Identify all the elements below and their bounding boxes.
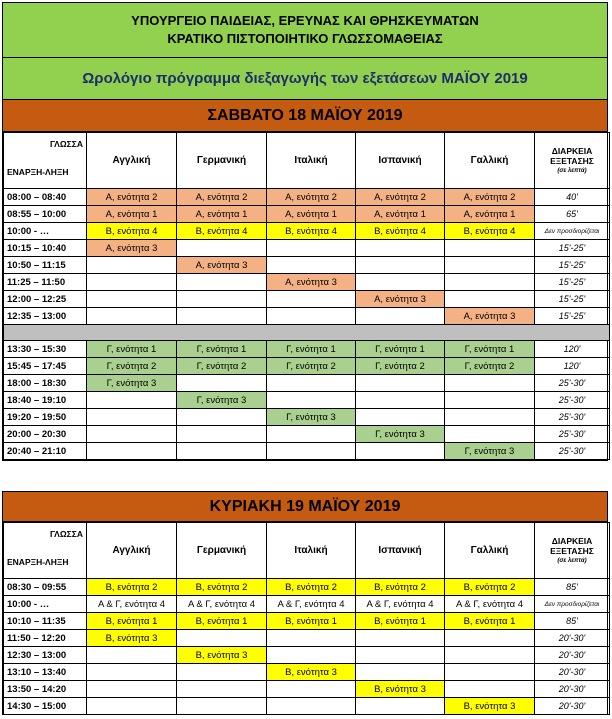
duration-cell: 65' [535,206,610,223]
table-row [4,426,610,443]
table-row [4,613,610,630]
exam-cell [177,681,267,698]
exam-cell: Α, ενότητα 1 [87,206,177,223]
table-row [4,443,610,460]
exam-cell [356,443,445,460]
table-row [4,341,610,358]
exam-cell [177,698,267,715]
exam-cell [267,698,356,715]
time-slot: 14:30 – 15:00 [4,698,87,715]
exam-cell [445,426,535,443]
exam-cell: Β, ενότητα 1 [267,613,356,630]
exam-cell: Γ, ενότητα 1 [177,341,267,358]
exam-cell [445,630,535,647]
time-slot: 18:40 – 19:10 [4,392,87,409]
exam-cell: Β, ενότητα 3 [177,647,267,664]
break-separator [4,325,610,341]
exam-cell [177,664,267,681]
exam-cell: Β, ενότητα 2 [177,579,267,596]
duration-cell: 25'-30' [535,443,610,460]
exam-cell [87,426,177,443]
exam-cell [356,308,445,325]
table-row [4,206,610,223]
duration-unit: (σε λεπτά) [557,557,587,564]
time-slot: 20:40 – 21:10 [4,443,87,460]
exam-cell [267,375,356,392]
exam-cell: Β, ενότητα 1 [177,613,267,630]
duration-cell: 25'-30' [535,375,610,392]
duration-cell: 20'-30' [535,647,610,664]
exam-cell [445,392,535,409]
exam-cell: Α & Γ, ενότητα 4 [87,596,177,613]
exam-cell [445,409,535,426]
duration-cell: 40' [535,189,610,206]
exam-cell: Α & Γ, ενότητα 4 [267,596,356,613]
column-header-time [4,523,87,579]
exam-cell [177,291,267,308]
exam-cell [177,308,267,325]
exam-cell: Α, ενότητα 3 [356,291,445,308]
exam-cell: Γ, ενότητα 2 [177,358,267,375]
duration-unit: (σε λεπτά) [557,167,587,174]
table-row [4,240,610,257]
exam-cell [356,375,445,392]
duration-cell: Δεν προσδιορίζεται [535,596,610,613]
column-header-language: Αγγλική [87,523,177,579]
exam-cell: Α, ενότητα 2 [267,189,356,206]
time-slot: 10:00 - … [4,596,87,613]
schedule-table-sunday [3,522,610,715]
exam-cell: Β, ενότητα 3 [445,698,535,715]
duration-cell: 15'-25' [535,274,610,291]
time-slot: 18:00 – 18:30 [4,375,87,392]
exam-cell [445,257,535,274]
table-row [4,647,610,664]
exam-cell: Γ, ενότητα 2 [87,358,177,375]
table-row [4,630,610,647]
column-header-language: Ισπανική [356,133,445,189]
duration-cell: 85' [535,579,610,596]
column-header-language: Γερμανική [177,523,267,579]
exam-cell [177,426,267,443]
exam-cell: Α & Γ, ενότητα 4 [445,596,535,613]
time-slot: 11:25 – 11:50 [4,274,87,291]
language-label: ΓΛΩΣΣΑ [49,529,83,539]
exam-cell [356,392,445,409]
time-slot: 13:30 – 15:30 [4,341,87,358]
day-title-saturday: ΣΑΒΒΑΤΟ 18 ΜΑΪΟΥ 2019 [3,100,607,132]
duration-cell: 25'-30' [535,409,610,426]
exam-cell: Β, ενότητα 3 [356,681,445,698]
exam-cell [87,392,177,409]
program-title: Ωρολόγιο πρόγραμμα διεξαγωγής των εξετάσεων ΜΑΪΟΥ 2019 [3,58,607,100]
exam-cell [267,392,356,409]
exam-cell [177,274,267,291]
time-slot: 15:45 – 17:45 [4,358,87,375]
table-row [4,257,610,274]
exam-cell [267,426,356,443]
exam-cell [267,630,356,647]
exam-cell [445,240,535,257]
exam-cell: Α, ενότητα 2 [356,189,445,206]
exam-cell: Β, ενότητα 4 [356,223,445,240]
duration-label-1: ΔΙΑΡΚΕΙΑ [551,535,593,546]
time-slot: 11:50 – 12:20 [4,630,87,647]
exam-cell: Α, ενότητα 3 [445,308,535,325]
exam-cell [87,647,177,664]
time-slot: 10:00 - … [4,223,87,240]
duration-label-1: ΔΙΑΡΚΕΙΑ [551,145,593,156]
exam-cell [356,647,445,664]
column-header-language: Ισπανική [356,523,445,579]
exam-cell: Γ, ενότητα 2 [356,358,445,375]
duration-cell: 120' [535,341,610,358]
exam-cell: Α, ενότητα 1 [177,206,267,223]
exam-cell [87,257,177,274]
column-header-language: Ιταλική [267,133,356,189]
exam-cell: Γ, ενότητα 3 [356,426,445,443]
exam-cell [445,681,535,698]
table-row [4,189,610,206]
exam-cell: Β, ενότητα 3 [87,630,177,647]
exam-cell [87,409,177,426]
exam-cell: Α, ενότητα 1 [267,206,356,223]
time-slot: 20:00 – 20:30 [4,426,87,443]
exam-cell [87,443,177,460]
exam-cell: Β, ενότητα 2 [445,579,535,596]
time-slot: 10:50 – 11:15 [4,257,87,274]
exam-cell [87,291,177,308]
exam-cell: Γ, ενότητα 1 [445,341,535,358]
ministry-name: ΥΠΟΥΡΓΕΙΟ ΠΑΙΔΕΙΑΣ, ΕΡΕΥΝΑΣ ΚΑΙ ΘΡΗΣΚΕΥΜΑΤΩΝ [131,13,479,28]
time-slot: 12:30 – 13:00 [4,647,87,664]
exam-cell: Β, ενότητα 1 [356,613,445,630]
exam-cell [356,664,445,681]
column-header-language: Γαλλική [445,133,535,189]
certificate-name: ΚΡΑΤΙΚΟ ΠΙΣΤΟΠΟΙΗΤΙΚΟ ΓΛΩΣΣΟΜΑΘΕΙΑΣ [167,31,443,46]
table-row [4,392,610,409]
exam-cell [87,274,177,291]
duration-cell: 120' [535,358,610,375]
table-row [4,664,610,681]
duration-cell: 85' [535,613,610,630]
exam-cell [87,681,177,698]
table-row [4,358,610,375]
exam-cell [177,240,267,257]
column-header-language: Αγγλική [87,133,177,189]
time-slot: 19:20 – 19:50 [4,409,87,426]
duration-cell: 15'-25' [535,240,610,257]
exam-cell: Β, ενότητα 2 [356,579,445,596]
exam-cell: Α, ενότητα 3 [87,240,177,257]
exam-cell: Α, ενότητα 3 [267,274,356,291]
exam-cell [445,274,535,291]
exam-cell: Β, ενότητα 2 [267,579,356,596]
table-row [4,698,610,715]
exam-cell [267,308,356,325]
exam-cell: Γ, ενότητα 1 [356,341,445,358]
exam-cell [356,698,445,715]
exam-cell [87,664,177,681]
duration-cell: 20'-30' [535,681,610,698]
start-end-label: ΕΝΑΡΞΗ-ΛΗΞΗ [7,557,69,567]
day-title-sunday: ΚΥΡΙΑΚΗ 19 ΜΑΪΟΥ 2019 [3,492,607,522]
time-slot: 10:10 – 11:35 [4,613,87,630]
table-row [4,223,610,240]
table-row [4,681,610,698]
time-slot: 13:10 – 13:40 [4,664,87,681]
table-row [4,308,610,325]
schedule-table-saturday [3,132,610,460]
table-row [4,596,610,613]
table-row [4,375,610,392]
exam-cell [87,308,177,325]
exam-cell [356,409,445,426]
duration-cell: 15'-25' [535,291,610,308]
time-slot: 13:50 – 14:20 [4,681,87,698]
table-row [4,409,610,426]
exam-cell: Γ, ενότητα 3 [267,409,356,426]
column-header-language: Ιταλική [267,523,356,579]
exam-cell: Β, ενότητα 1 [87,613,177,630]
ministry-header [3,3,607,58]
column-header-duration [535,133,610,189]
exam-cell [445,664,535,681]
schedule-frame-sunday [2,491,608,715]
exam-cell [87,698,177,715]
exam-cell [267,257,356,274]
exam-cell [445,375,535,392]
duration-cell: Δεν προσδιορίζεται [535,223,610,240]
table-row [4,274,610,291]
start-end-label: ΕΝΑΡΞΗ-ΛΗΞΗ [7,167,69,177]
duration-cell: 25'-30' [535,392,610,409]
table-row [4,579,610,596]
exam-cell: Β, ενότητα 2 [87,579,177,596]
exam-cell: Β, ενότητα 4 [87,223,177,240]
time-slot: 12:00 – 12:25 [4,291,87,308]
exam-cell [356,274,445,291]
time-slot: 08:00 – 08:40 [4,189,87,206]
break-separator-row [4,325,610,341]
time-slot: 08:55 – 10:00 [4,206,87,223]
exam-cell: Α, ενότητα 2 [87,189,177,206]
exam-cell: Α, ενότητα 1 [356,206,445,223]
exam-cell: Γ, ενότητα 3 [87,375,177,392]
exam-cell: Β, ενότητα 1 [445,613,535,630]
column-header-language: Γαλλική [445,523,535,579]
duration-cell: 15'-25' [535,308,610,325]
exam-cell: Β, ενότητα 3 [267,664,356,681]
exam-cell [267,647,356,664]
exam-cell: Α, ενότητα 2 [177,189,267,206]
exam-cell: Β, ενότητα 4 [267,223,356,240]
exam-cell: Γ, ενότητα 3 [177,392,267,409]
exam-cell: Α & Γ, ενότητα 4 [356,596,445,613]
duration-cell: 20'-30' [535,630,610,647]
exam-cell: Γ, ενότητα 1 [267,341,356,358]
exam-cell [267,291,356,308]
duration-label-2: ΕΞΕΤΑΣΗΣ [550,155,594,166]
exam-cell [267,681,356,698]
exam-cell [177,443,267,460]
table-row [4,291,610,308]
language-label: ΓΛΩΣΣΑ [49,139,83,149]
exam-cell: Γ, ενότητα 3 [445,443,535,460]
exam-cell [445,291,535,308]
exam-cell: Α, ενότητα 3 [177,257,267,274]
column-header-language: Γερμανική [177,133,267,189]
exam-cell [177,630,267,647]
time-slot: 10:15 – 10:40 [4,240,87,257]
column-header-time [4,133,87,189]
duration-label-2: ΕΞΕΤΑΣΗΣ [550,545,594,556]
exam-cell: Β, ενότητα 4 [177,223,267,240]
column-header-duration [535,523,610,579]
column-header-row [4,523,610,579]
duration-cell: 20'-30' [535,664,610,681]
exam-cell [177,375,267,392]
duration-cell: 15'-25' [535,257,610,274]
exam-cell [356,240,445,257]
exam-cell: Γ, ενότητα 1 [87,341,177,358]
exam-cell [267,240,356,257]
exam-cell: Γ, ενότητα 2 [267,358,356,375]
time-slot: 08:30 – 09:55 [4,579,87,596]
exam-cell [267,443,356,460]
exam-cell: Γ, ενότητα 2 [445,358,535,375]
exam-cell: Α & Γ, ενότητα 4 [177,596,267,613]
exam-cell [445,647,535,664]
schedule-frame-saturday [2,2,608,461]
duration-cell: 25'-30' [535,426,610,443]
exam-cell [177,409,267,426]
exam-cell [356,257,445,274]
column-header-row [4,133,610,189]
duration-cell: 20'-30' [535,698,610,715]
exam-cell [356,630,445,647]
exam-cell: Α, ενότητα 1 [445,206,535,223]
exam-cell: Β, ενότητα 4 [445,223,535,240]
time-slot: 12:35 – 13:00 [4,308,87,325]
exam-cell: Α, ενότητα 2 [445,189,535,206]
